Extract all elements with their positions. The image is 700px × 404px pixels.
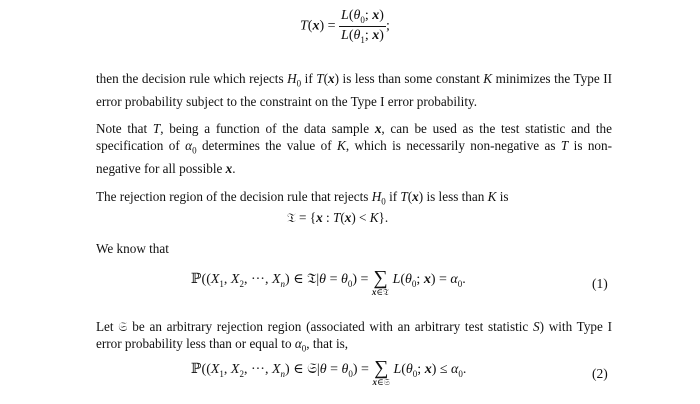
likelihood-ratio-fraction: $\frac{L(\theta_0; x)}{L(\theta_1; x)}$ (341, 8, 384, 45)
equation-2: $ℙ((X_1$, $X_2$, ···, $X_n$) ∈ 𝔖|θ = $\theta_0$) = ∑ x∈𝔖 $L(\theta_0$; $x) \le \alpha_0$. (191, 357, 467, 387)
region-equation: 𝔗 = {x : T(x) < K}. (287, 210, 389, 225)
equation-1-number: (1) (592, 276, 608, 291)
equation-1: $ℙ((X_1$, $X_2$, ···, $X_n$) ∈ 𝔗|θ = $\theta_0$) = ∑ x∈𝔗 $L(\theta_0$; $x) = \alpha_0$. (191, 267, 466, 297)
sum-over-s: ∑ x∈𝔖 (372, 357, 390, 387)
sum-over-t: ∑ x∈𝔗 (371, 267, 390, 297)
paragraph-test-statistic: Note that T, being a function of the data sample x, can be used as the test statistic and the specification of $\alpha_0$ determines the value of K, which is necessarily non-negative as T is non-negative for all possible x. (96, 121, 613, 176)
equation-2-number: (2) (592, 366, 608, 381)
paragraph-rejection-region: The rejection region of the decision rule that rejects $H_0$ if T(x) is less than K is (96, 189, 509, 207)
paragraph-we-know: We know that (96, 241, 169, 256)
paragraph-decision-rule: then the decision rule which rejects $H_0$ if T(x) is less than some constant K minimizes the Type II error probability subject to the constraint on the Type I error probability. (96, 71, 612, 109)
paragraph-arbitrary-region: Let 𝔖 be an arbitrary rejection region (associated with an arbitrary test statistic S) with Type I error probability less than or equal to $\alpha_0$, that is, (96, 319, 612, 354)
ratio-equation: T(x) = $\frac{L(\theta_0; x)}{L(\theta_1; x)}$ ; (300, 8, 390, 45)
